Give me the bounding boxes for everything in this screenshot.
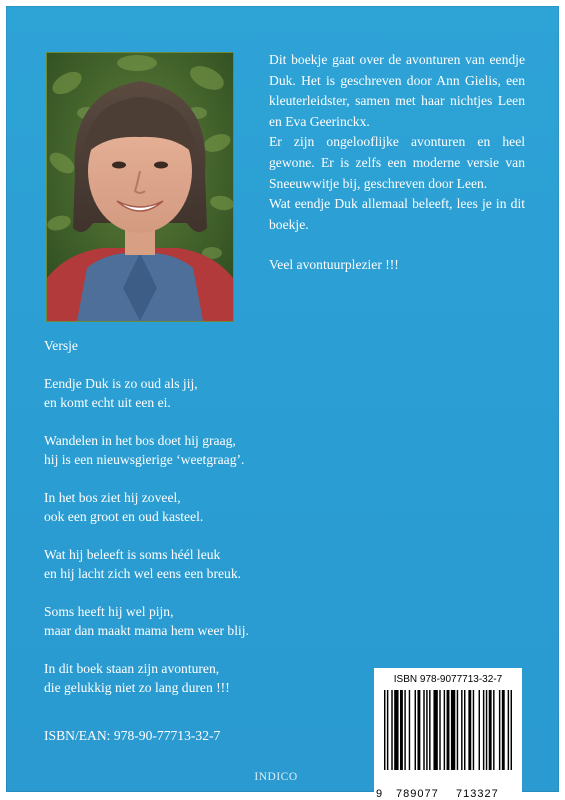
description-paragraph-1: Dit boekje gaat over de avonturen van eendje Duk. Het is geschreven door Ann Gielis, een kleuterleidster, samen met haar nichtjes Leen en Eva Geerinckx.	[269, 52, 525, 129]
isbn-ean-text: ISBN/EAN: 978-90-77713-32-7	[44, 728, 221, 743]
poem-stanza-5	[44, 602, 334, 640]
barcode-digits-left: 789077	[396, 788, 439, 800]
barcode-bar	[461, 690, 462, 770]
barcode-bar	[426, 690, 427, 770]
author-portrait-image	[47, 53, 233, 321]
barcode-bar	[423, 690, 424, 770]
barcode-bar	[409, 690, 410, 770]
back-cover	[6, 6, 559, 800]
poem-title: Versje	[44, 338, 78, 353]
poem-stanza-1	[44, 374, 334, 412]
barcode-bar	[473, 690, 474, 770]
poem-line: ook een groot en oud kasteel.	[44, 509, 204, 524]
poem-stanza-3	[44, 488, 334, 526]
barcode-bar	[457, 690, 458, 770]
poem-line: die gelukkig niet zo lang duren !!!	[44, 680, 230, 695]
barcode-bar	[444, 690, 445, 770]
barcode-bar	[415, 690, 416, 770]
description-paragraph-3: Wat eendje Duk allemaal beleeft, lees je in dit boekje.	[269, 196, 525, 232]
barcode-bar	[489, 690, 492, 770]
poem-line: Wandelen in het bos doet hij graag,	[44, 433, 236, 448]
poem-line: en hij lacht zich wel eens een breuk.	[44, 566, 242, 581]
barcode-bar	[433, 690, 437, 770]
poem-line: Eendje Duk is zo oud als jij,	[44, 376, 198, 391]
poem-stanza-2	[44, 431, 334, 469]
barcode-bar	[387, 690, 388, 770]
author-photo	[46, 52, 234, 322]
poem-line: maar dan maakt mama hem weer blij.	[44, 623, 249, 638]
barcode-bar	[464, 690, 465, 770]
barcode-bars	[384, 690, 512, 770]
description-paragraph-2: Er zijn ongelooflijke avonturen en heel gewone. Er is zelfs een moderne versie van Sneeuwwitje bij, geschreven door Leen.	[269, 134, 525, 191]
publisher-name: INDICO	[254, 771, 298, 783]
poem-stanza-4	[44, 545, 334, 583]
barcode-digits-right: 713327	[456, 788, 499, 800]
barcode-bar	[391, 690, 392, 770]
barcode-bar	[479, 690, 480, 770]
barcode-digit-first: 9	[376, 788, 383, 800]
barcode-bar	[447, 690, 450, 770]
poem-line: In het bos ziet hij zoveel,	[44, 490, 181, 505]
poem-line: Soms heeft hij wel pijn,	[44, 604, 174, 619]
barcode-bar	[394, 690, 398, 770]
barcode-bar	[417, 690, 420, 770]
poem-line: hij is een nieuwsgierige ‘weetgraag’.	[44, 452, 245, 467]
barcode-bar	[400, 690, 403, 770]
barcode-bar	[404, 690, 405, 770]
barcode-bar	[486, 690, 487, 770]
barcode-bar	[384, 690, 385, 770]
poem-line: Wat hij beleeft is soms héél leuk	[44, 547, 221, 562]
barcode-bar	[439, 690, 440, 770]
poem	[44, 336, 334, 716]
barcode-bar	[499, 690, 500, 770]
barcode-isbn-label: ISBN 978-9077713-32-7	[393, 674, 503, 685]
barcode-bar	[502, 690, 505, 770]
poem-line: In dit boek staan zijn avonturen,	[44, 661, 220, 676]
poem-stanza-6	[44, 659, 334, 697]
book-description	[269, 50, 525, 276]
barcode-bar	[468, 690, 471, 770]
barcode-bar	[511, 690, 512, 770]
barcode-bar	[493, 690, 494, 770]
barcode	[374, 668, 522, 800]
barcode-bar	[483, 690, 484, 770]
barcode-bar	[451, 690, 455, 770]
description-closing-line: Veel avontuurplezier !!!	[269, 257, 399, 273]
barcode-bar	[429, 690, 430, 770]
poem-line: en komt echt uit een ei.	[44, 395, 171, 410]
barcode-bar	[508, 690, 509, 770]
